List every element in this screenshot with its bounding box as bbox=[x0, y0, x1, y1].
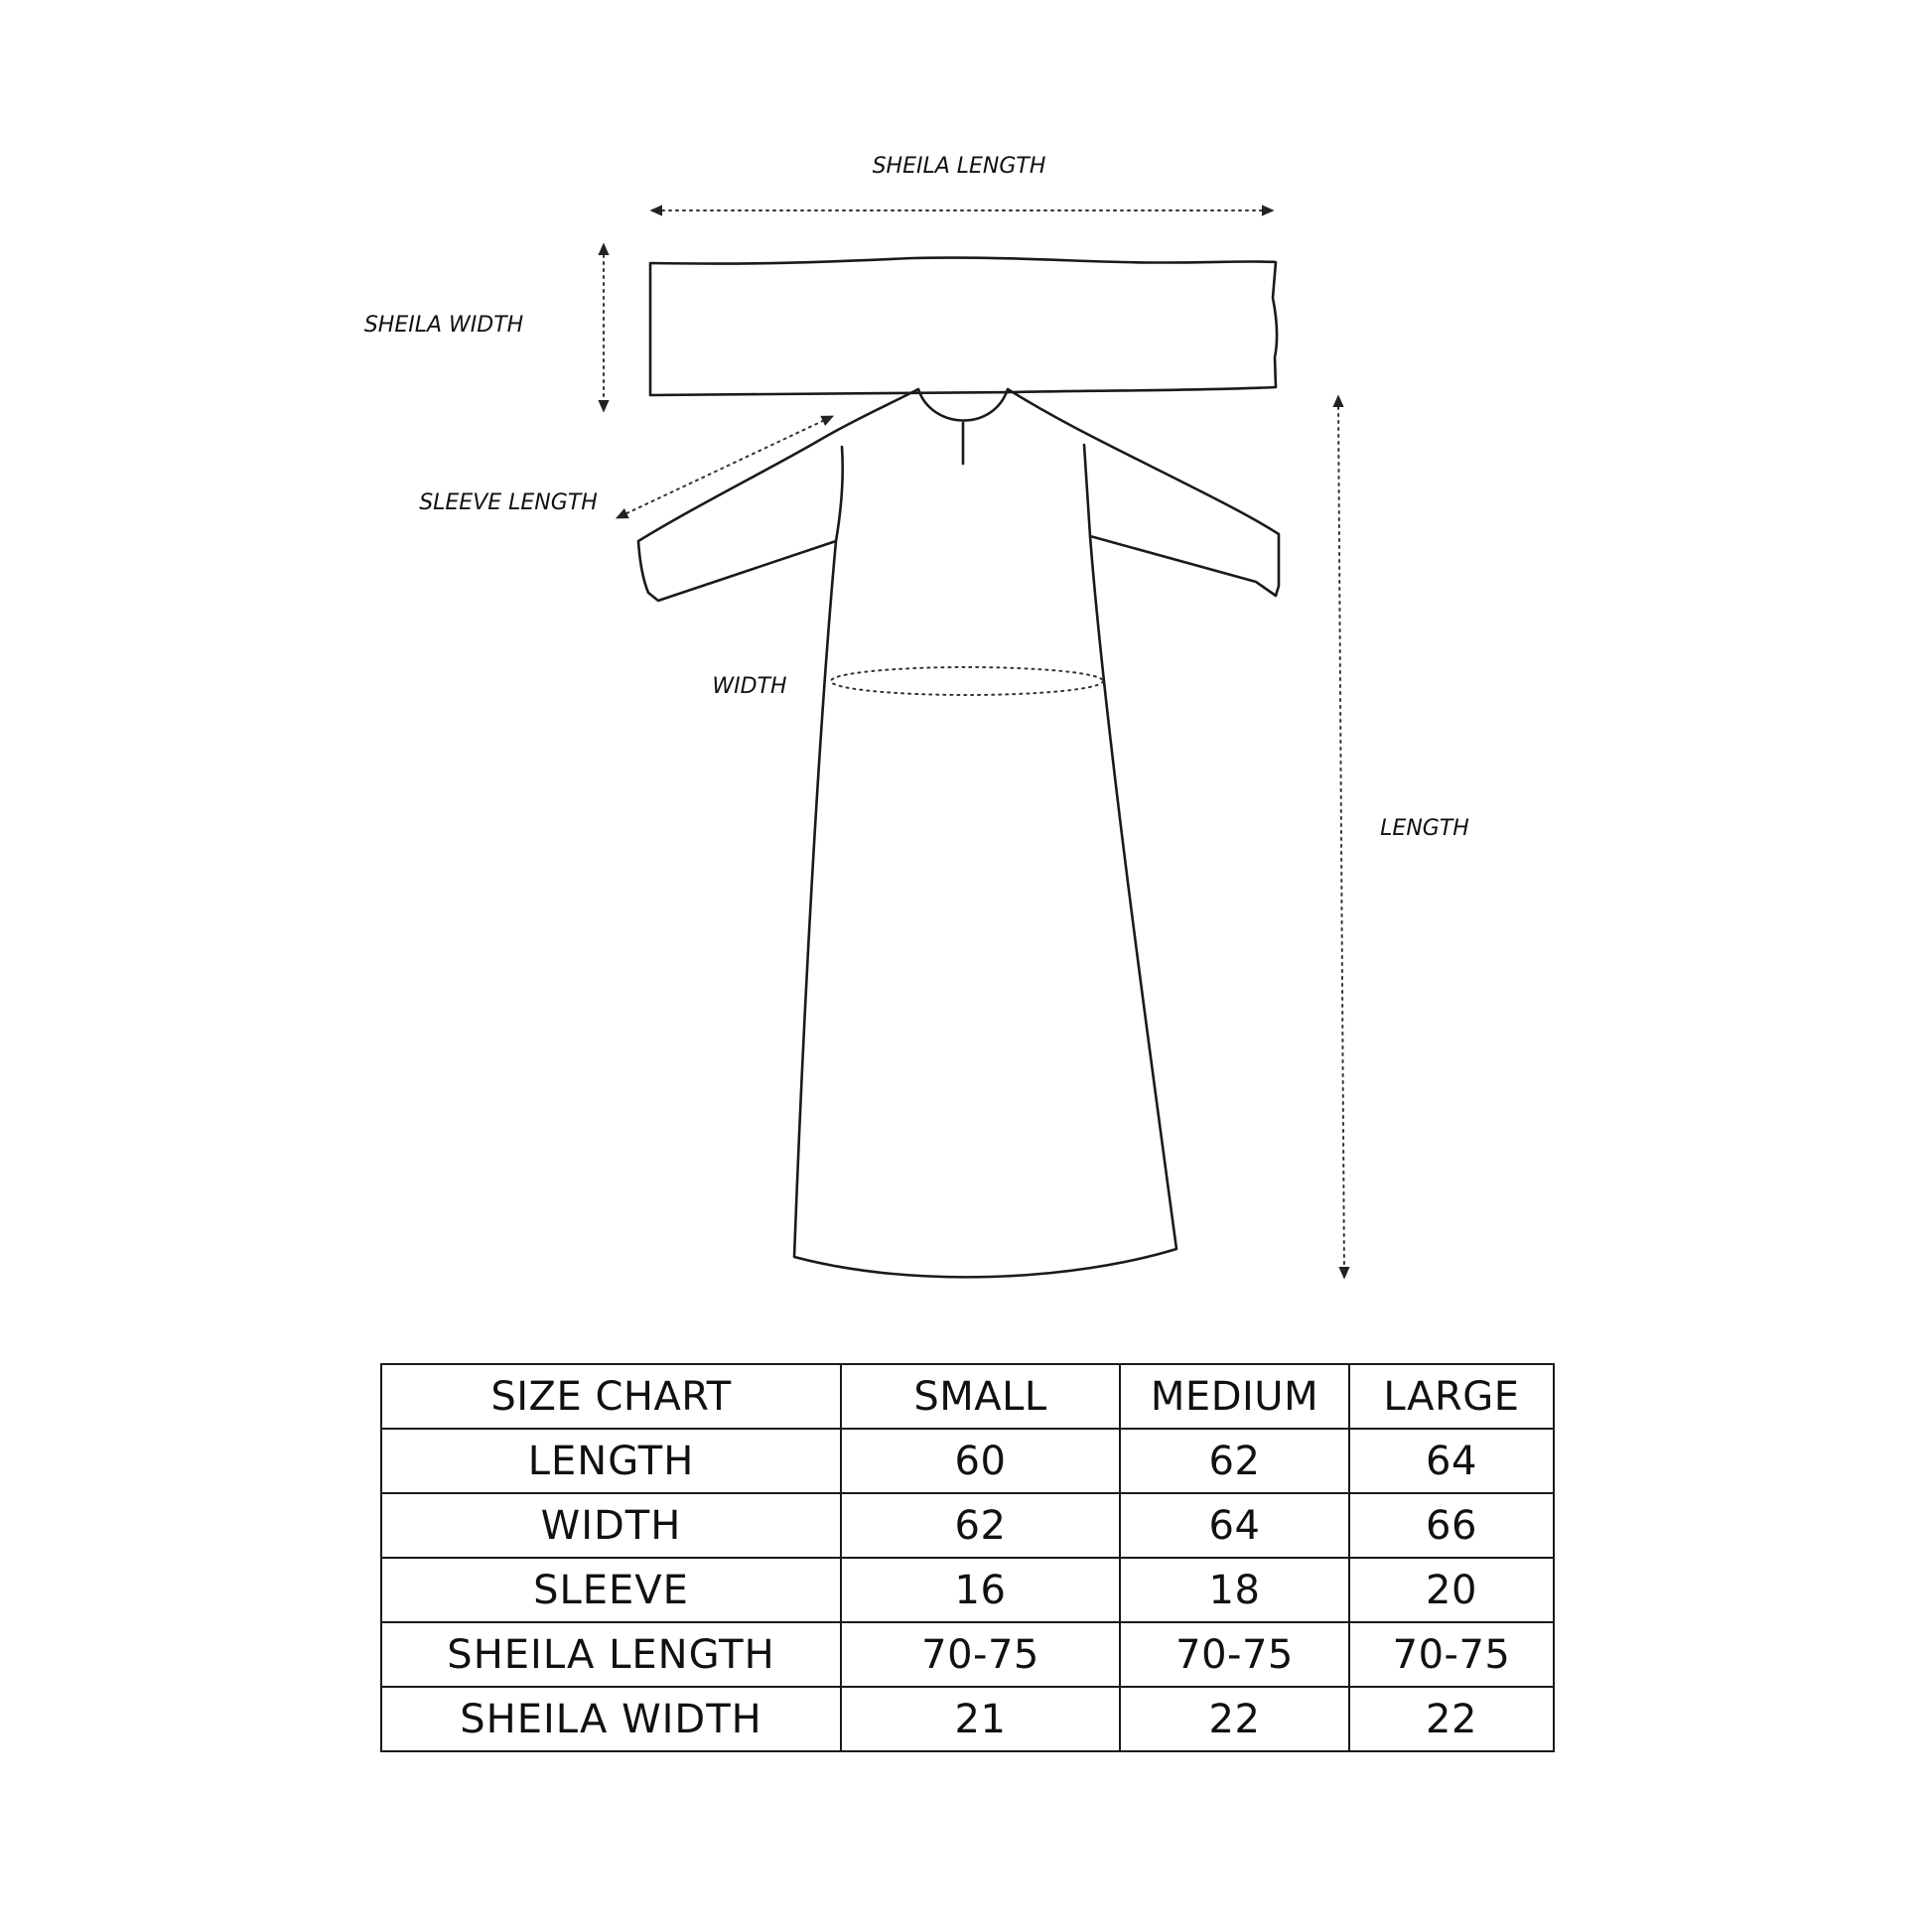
table-cell: 70-75 bbox=[1120, 1622, 1349, 1687]
row-label: WIDTH bbox=[381, 1493, 841, 1558]
row-label: LENGTH bbox=[381, 1429, 841, 1493]
row-label: SHEILA WIDTH bbox=[381, 1687, 841, 1751]
header-cell-size-chart: SIZE CHART bbox=[381, 1364, 841, 1429]
table-cell: 21 bbox=[841, 1687, 1120, 1751]
sheila-length-label: SHEILA LENGTH bbox=[872, 154, 1046, 179]
table-cell: 64 bbox=[1349, 1429, 1554, 1493]
left-armhole-seam bbox=[836, 447, 843, 541]
length-label: LENGTH bbox=[1380, 816, 1469, 841]
table-row bbox=[381, 1493, 1554, 1558]
table-cell: 60 bbox=[841, 1429, 1120, 1493]
table-row bbox=[381, 1558, 1554, 1622]
table-cell: 66 bbox=[1349, 1493, 1554, 1558]
table-cell: 70-75 bbox=[1349, 1622, 1554, 1687]
table-cell: 62 bbox=[1120, 1429, 1349, 1493]
width-label: WIDTH bbox=[712, 674, 787, 699]
width-measure-ellipse bbox=[831, 667, 1103, 695]
right-armhole-seam bbox=[1084, 445, 1090, 536]
size-chart-table bbox=[380, 1363, 1555, 1752]
sheila-outline bbox=[650, 258, 1277, 395]
sheila-width-label: SHEILA WIDTH bbox=[363, 313, 524, 338]
header-cell-small: SMALL bbox=[841, 1364, 1120, 1429]
table-cell: 64 bbox=[1120, 1493, 1349, 1558]
table-cell: 18 bbox=[1120, 1558, 1349, 1622]
table-cell: 62 bbox=[841, 1493, 1120, 1558]
table-cell: 16 bbox=[841, 1558, 1120, 1622]
table-header-row bbox=[381, 1364, 1554, 1429]
dress-outline bbox=[638, 389, 1279, 1277]
row-label: SHEILA LENGTH bbox=[381, 1622, 841, 1687]
sleeve-length-label: SLEEVE LENGTH bbox=[419, 490, 598, 515]
table-row bbox=[381, 1429, 1554, 1493]
length-arrow bbox=[1338, 400, 1344, 1274]
row-label: SLEEVE bbox=[381, 1558, 841, 1622]
table-row bbox=[381, 1687, 1554, 1751]
header-cell-large: LARGE bbox=[1349, 1364, 1554, 1429]
table-row bbox=[381, 1622, 1554, 1687]
table-cell: 22 bbox=[1120, 1687, 1349, 1751]
table-cell: 22 bbox=[1349, 1687, 1554, 1751]
table-cell: 70-75 bbox=[841, 1622, 1120, 1687]
sleeve-length-arrow bbox=[621, 418, 829, 516]
header-cell-medium: MEDIUM bbox=[1120, 1364, 1349, 1429]
table-cell: 20 bbox=[1349, 1558, 1554, 1622]
